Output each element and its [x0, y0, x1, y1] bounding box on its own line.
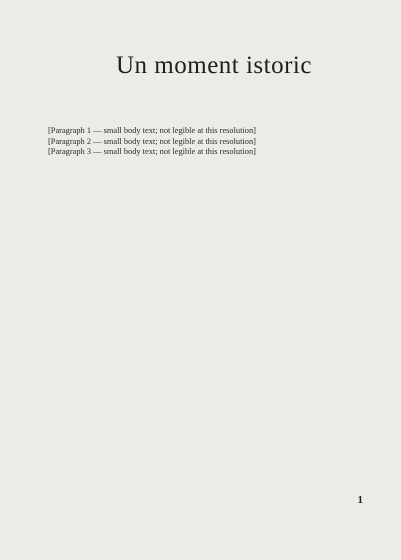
- article-title: Un moment istoric: [116, 52, 312, 79]
- article-paragraph: [Paragraph 3 — small body text; not legible at this resolution]: [48, 147, 256, 157]
- article-body: [30, 126, 365, 158]
- article-paragraph: [Paragraph 2 — small body text; not legible at this resolution]: [48, 136, 256, 146]
- page-number: 1: [357, 494, 363, 506]
- article-paragraph: [Paragraph 1 — small body text; not legible at this resolution]: [48, 126, 256, 135]
